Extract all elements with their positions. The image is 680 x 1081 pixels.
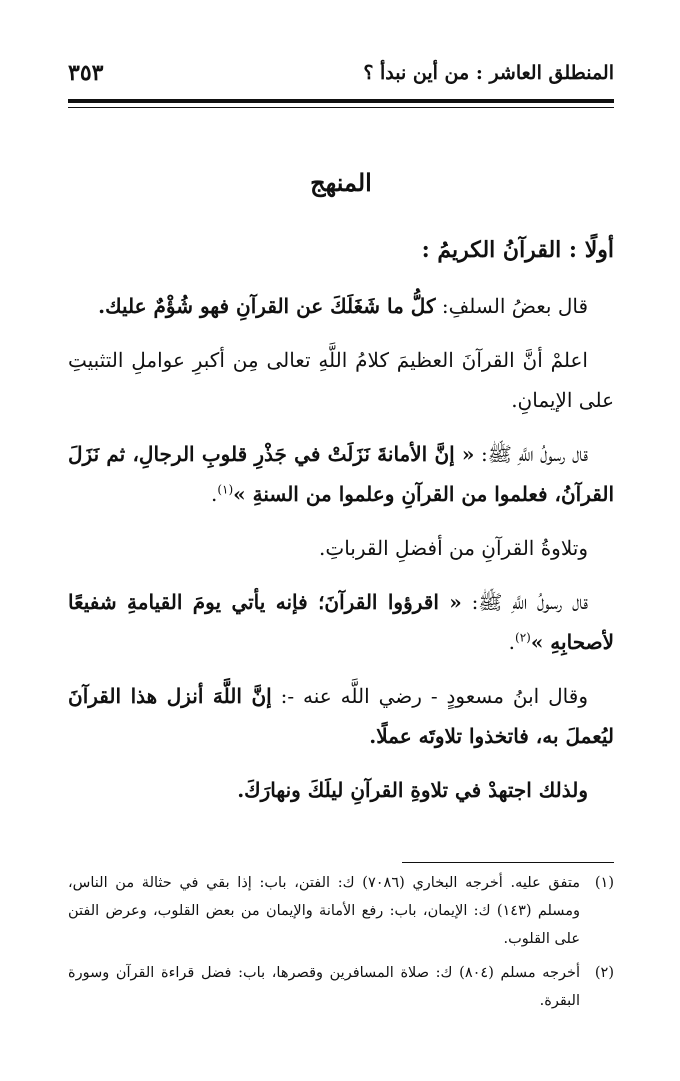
hadith-text: « إنَّ الأمانةَ نَزَلَتْ في جَذْرِ قلوبِ الرجالِ، ثم نَزَلَ القرآنُ، فعلموا من القرآنِ وعلموا من السنةِ » (68, 442, 614, 506)
footnotes (68, 862, 614, 1015)
footnote-text: متفق عليه. أخرجه البخاري (٧٠٨٦) ك: الفتن، باب: إذا بقي في حثالة من الناس، ومسلم (١٤٣) ك: الإيمان، باب: رفع الأمانة والإيمان من بعض القلوب، وعرض الفتن على القلوب. (68, 875, 580, 947)
footnote-2 (68, 959, 614, 1015)
paragraph-salaf-quote (68, 286, 614, 326)
paragraph-text: قال رسولُ اللَّهِ ﷺ: (461, 590, 588, 614)
conclusion-text: ولذلك اجتهدْ في تلاوةِ القرآنِ ليلَكَ ونهارَكَ. (237, 778, 588, 802)
section-heading: المنهج (310, 168, 372, 197)
paragraph-intro (68, 340, 614, 420)
hadith-text: « اقرؤوا القرآنَ؛ فإنه يأتي يومَ القيامةِ شفيعًا لأصحابِهِ » (68, 590, 614, 654)
footnote-separator (402, 862, 614, 863)
header-rule-thin (68, 107, 614, 108)
page-number: ٣٥٣ (68, 60, 104, 86)
footnote-number: (٢) (594, 965, 614, 981)
paragraph-ibn-masud (68, 676, 614, 756)
paragraph-recitation (68, 528, 614, 568)
paragraph-hadith-recite (68, 582, 614, 662)
footnote-text: أخرجه مسلم (٨٠٤) ك: صلاة المسافرين وقصرها، باب: فضل قراءة القرآن وسورة البقرة. (68, 965, 581, 1009)
footnote-ref-1[interactable]: (١) (217, 482, 234, 497)
paragraph-text: وقال ابنُ مسعودٍ - رضي اللَّه عنه -: (271, 684, 588, 708)
quote-text: كلُّ ما شَغَلَكَ عن القرآنِ فهو شُؤْمٌ عليك. (98, 294, 436, 318)
paragraph-text: قال رسولُ اللَّهِ ﷺ: (474, 442, 588, 466)
paragraph-text: وتلاوةُ القرآنِ من أفضلِ القرباتِ. (319, 536, 588, 560)
footnote-ref-2[interactable]: (٢) (515, 630, 531, 645)
page-header (68, 56, 614, 90)
footnote-1 (68, 869, 614, 953)
footnote-number: (١) (594, 875, 614, 891)
paragraph-text: اعلمْ أنَّ القرآنَ العظيمَ كلامُ اللَّهِ تعالى مِن أكبرِ عواملِ التثبيتِ على الإيمانِ. (68, 348, 614, 412)
header-rule-thick (68, 99, 614, 103)
page-body (68, 232, 614, 824)
paragraph-end: . (210, 482, 218, 506)
running-title: المنطلق العاشر : من أين نبدأ ؟ (363, 62, 614, 84)
paragraph-text: قال بعضُ السلفِ: (435, 294, 588, 318)
quote-text: إنَّ اللَّهَ أنزل هذا القرآنَ ليُعملَ به، فاتخذوا تلاوتَه عملًا. (68, 684, 614, 748)
paragraph-end: . (508, 630, 516, 654)
paragraph-conclusion (68, 770, 614, 810)
subheading: أولًا : القرآنُ الكريمُ : (421, 237, 614, 263)
paragraph-hadith-amana (68, 434, 614, 514)
